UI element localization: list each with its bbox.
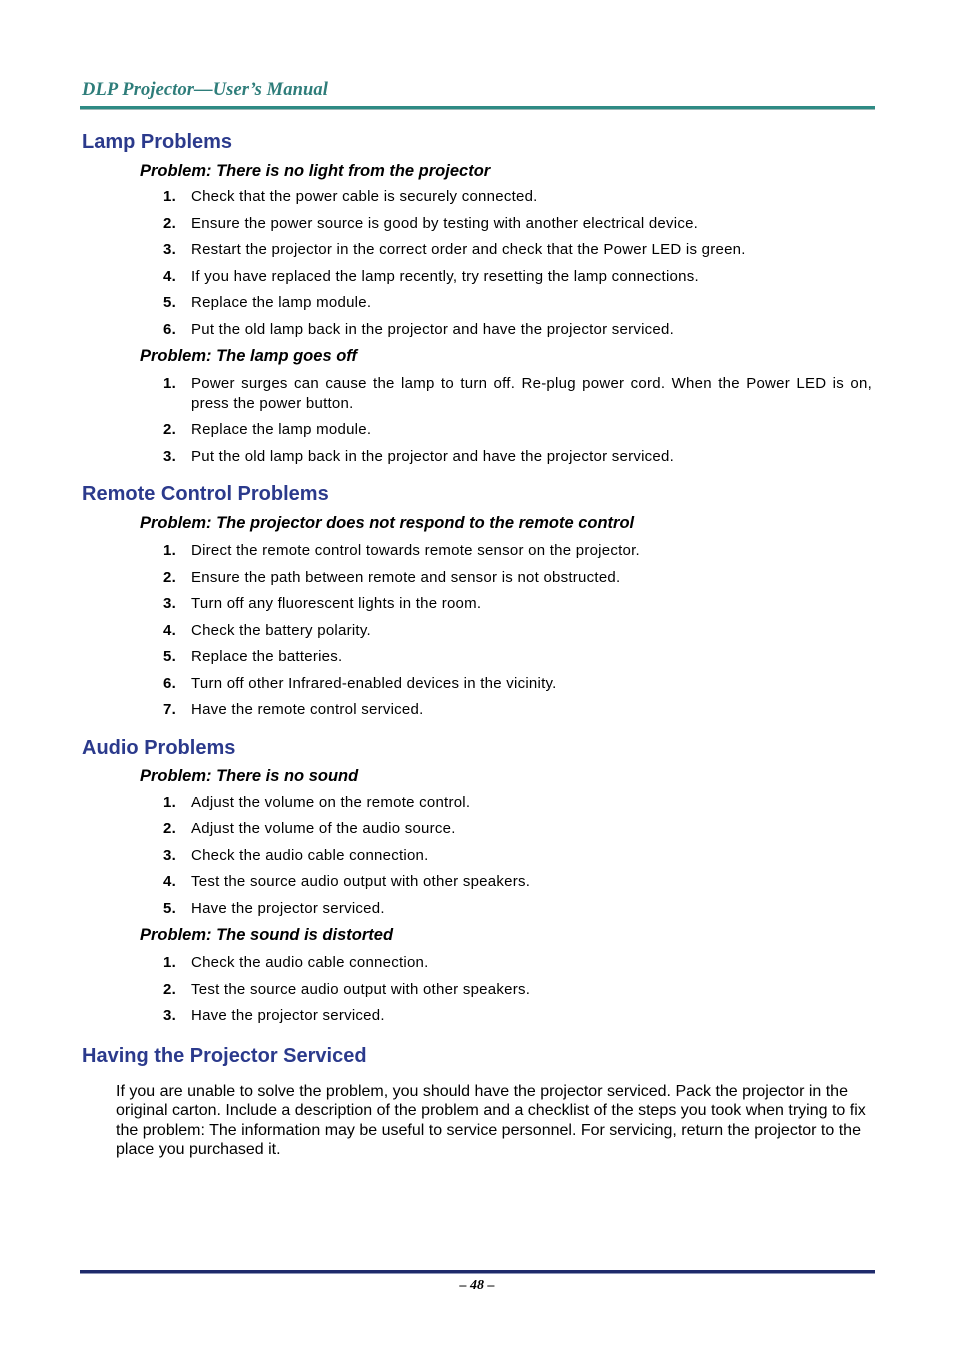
step-text: Adjust the volume of the audio source. bbox=[191, 820, 456, 837]
list-item bbox=[163, 240, 872, 260]
step-text: Replace the lamp module. bbox=[191, 294, 372, 311]
step-number: 6. bbox=[163, 674, 177, 692]
step-number: 5. bbox=[163, 648, 177, 665]
list-item bbox=[163, 187, 872, 207]
footer-rule-thin bbox=[80, 1273, 875, 1274]
list-item bbox=[163, 700, 872, 720]
step-number: 1. bbox=[163, 188, 177, 205]
step-text: Ensure the power source is good by testing with another electrical device. bbox=[191, 214, 699, 232]
step-number: 7. bbox=[163, 701, 177, 718]
step-text: Check the audio cable connection. bbox=[191, 846, 429, 864]
list-item bbox=[163, 819, 872, 839]
steps-list-no-sound bbox=[82, 793, 874, 919]
list-item bbox=[163, 872, 872, 892]
problem-lamp-goes-off: Problem: The lamp goes off bbox=[140, 347, 357, 365]
step-text: Check the audio cable connection. bbox=[191, 954, 429, 971]
step-number: 2. bbox=[163, 820, 177, 837]
step-text: Ensure the path between remote and sensor is not obstructed. bbox=[191, 568, 621, 586]
list-item bbox=[163, 320, 872, 340]
page-content bbox=[82, 128, 874, 1160]
step-number: 4. bbox=[163, 621, 177, 639]
problem-no-light: Problem: There is no light from the projector bbox=[140, 162, 491, 180]
step-text: Restart the projector in the correct order and check that the Power LED is green. bbox=[191, 241, 746, 258]
steps-list-lamp-goes-off bbox=[82, 374, 874, 466]
section-heading-projector-serviced: Having the Projector Serviced bbox=[82, 1044, 367, 1067]
step-text: Replace the lamp module. bbox=[191, 421, 372, 438]
step-text: Put the old lamp back in the projector and have the projector serviced. bbox=[191, 447, 675, 465]
section-heading-remote-control-problems: Remote Control Problems bbox=[82, 483, 329, 505]
step-number: 2. bbox=[163, 568, 177, 586]
step-number: 3. bbox=[163, 241, 177, 258]
step-number: 1. bbox=[163, 375, 177, 392]
step-text: Test the source audio output with other speakers. bbox=[191, 873, 531, 890]
step-number: 3. bbox=[163, 595, 177, 612]
list-item bbox=[163, 899, 872, 919]
step-text: Have the remote control serviced. bbox=[191, 701, 424, 718]
step-text: Direct the remote control towards remote sensor on the projector. bbox=[191, 542, 640, 559]
step-number: 3. bbox=[163, 1007, 177, 1024]
list-item bbox=[163, 374, 872, 413]
list-item bbox=[163, 953, 872, 973]
step-number: 2. bbox=[163, 421, 177, 438]
list-item bbox=[163, 594, 872, 614]
step-text: Test the source audio output with other speakers. bbox=[191, 980, 531, 998]
step-text: Turn off any fluorescent lights in the room. bbox=[191, 595, 482, 612]
step-text: Turn off other Infrared-enabled devices in the vicinity. bbox=[191, 674, 557, 692]
list-item bbox=[163, 674, 872, 694]
step-number: 5. bbox=[163, 899, 177, 917]
servicing-paragraph: If you are unable to solve the problem, you should have the projector serviced. Pack the projector in the original carton. Include a description of the problem and a checklist of the steps you took when trying to fix the problem: The information may be useful to service personnel. For servicing, return the projector to the place you purchased it. bbox=[116, 1082, 866, 1158]
list-item bbox=[163, 420, 872, 440]
section-heading-audio-problems: Audio Problems bbox=[82, 736, 236, 759]
list-item bbox=[163, 846, 872, 866]
step-number: 1. bbox=[163, 793, 177, 811]
step-number: 2. bbox=[163, 980, 177, 998]
steps-list-sound-distorted bbox=[82, 953, 874, 1026]
list-item bbox=[163, 621, 872, 641]
problem-no-sound: Problem: There is no sound bbox=[140, 766, 359, 785]
step-text: Have the projector serviced. bbox=[191, 1007, 385, 1024]
step-text: Replace the batteries. bbox=[191, 648, 343, 665]
step-text: Adjust the volume on the remote control. bbox=[191, 793, 471, 811]
section-heading-lamp-problems: Lamp Problems bbox=[82, 131, 233, 153]
step-text: If you have replaced the lamp recently, try resetting the lamp connections. bbox=[191, 267, 699, 285]
step-number: 4. bbox=[163, 267, 177, 285]
list-item bbox=[163, 214, 872, 234]
list-item bbox=[163, 980, 872, 1000]
step-text: Check that the power cable is securely connected. bbox=[191, 188, 538, 205]
step-number: 2. bbox=[163, 214, 177, 232]
step-number: 1. bbox=[163, 542, 177, 559]
step-text: Power surges can cause the lamp to turn off. Re-plug power cord. When the Power LED is on, press the power button. bbox=[191, 375, 872, 412]
step-number: 5. bbox=[163, 294, 177, 311]
page-number: – 48 – bbox=[459, 1278, 495, 1293]
problem-sound-distorted: Problem: The sound is distorted bbox=[140, 926, 394, 944]
step-number: 1. bbox=[163, 954, 177, 971]
running-header-title: DLP Projector—User’s Manual bbox=[82, 80, 328, 100]
step-number: 6. bbox=[163, 320, 177, 338]
list-item bbox=[163, 793, 872, 813]
steps-list-remote bbox=[82, 541, 874, 720]
list-item bbox=[163, 541, 872, 561]
step-number: 3. bbox=[163, 447, 177, 465]
steps-list-no-light bbox=[82, 187, 874, 339]
step-text: Check the battery polarity. bbox=[191, 621, 371, 639]
list-item bbox=[163, 647, 872, 667]
problem-no-remote-response: Problem: The projector does not respond to the remote control bbox=[140, 514, 635, 532]
step-text: Have the projector serviced. bbox=[191, 899, 385, 917]
step-text: Put the old lamp back in the projector and have the projector serviced. bbox=[191, 320, 675, 338]
header-rule-thin bbox=[80, 109, 875, 110]
list-item bbox=[163, 293, 872, 313]
step-number: 4. bbox=[163, 873, 177, 890]
step-number: 3. bbox=[163, 846, 177, 864]
list-item bbox=[163, 1006, 872, 1026]
list-item bbox=[163, 447, 872, 467]
list-item bbox=[163, 568, 872, 588]
list-item bbox=[163, 267, 872, 287]
